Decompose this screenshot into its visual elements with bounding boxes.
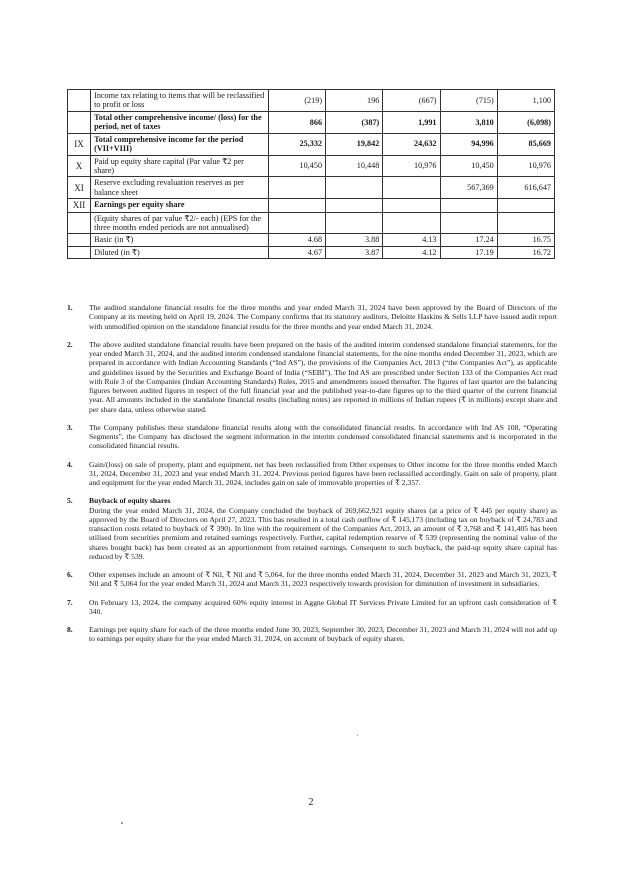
note-body xyxy=(89,340,557,414)
row-value: 1,100 xyxy=(497,90,554,112)
row-label: Reserve excluding revaluation reserves as per balance sheet xyxy=(91,177,269,199)
note-body xyxy=(89,423,557,451)
row-value: 4.68 xyxy=(268,234,325,246)
row-value xyxy=(268,212,325,234)
note-text: On February 13, 2024, the company acquired 60% equity interest in Aggne Global IT Services Private Limited for an upfront cash consideration of ₹ 340. xyxy=(89,597,557,616)
row-value: 4.67 xyxy=(268,246,325,258)
note-item xyxy=(67,340,557,414)
row-value xyxy=(497,199,554,212)
note-body xyxy=(89,496,557,561)
row-roman-numeral: XI xyxy=(68,177,91,199)
note-number: 1. xyxy=(67,303,73,312)
row-value xyxy=(440,199,497,212)
row-value: 85,669 xyxy=(497,133,554,155)
row-value: 1,991 xyxy=(383,111,440,133)
note-text: The audited standalone financial results for the three months and year ended March 31, 2024 have been approved by the Board of Directors of the Company at its meeting held on April 19, 2024. The Company confirms that its statutory auditors, Deloitte Haskins & Sells LLP have issued audit report with unmodified opinion on the standalone financial results for the three months and year ended March 31, 2024. xyxy=(89,303,557,331)
row-value: 196 xyxy=(326,90,383,112)
row-label: Paid up equity share capital (Par value ₹2 per share) xyxy=(91,155,269,177)
row-value: 10,450 xyxy=(440,155,497,177)
row-value: (219) xyxy=(268,90,325,112)
table-row xyxy=(68,155,555,177)
row-value: (667) xyxy=(383,90,440,112)
row-value xyxy=(440,212,497,234)
row-value: 16.72 xyxy=(497,246,554,258)
note-item xyxy=(67,625,557,644)
row-roman-numeral xyxy=(68,234,91,246)
row-value xyxy=(383,199,440,212)
note-body xyxy=(89,598,557,617)
note-number: 8. xyxy=(67,625,73,634)
note-body xyxy=(89,625,557,644)
row-value: 94,996 xyxy=(440,133,497,155)
table-row xyxy=(68,234,555,246)
row-value: (387) xyxy=(326,111,383,133)
row-value xyxy=(268,199,325,212)
note-body xyxy=(89,570,557,589)
row-value: 3,810 xyxy=(440,111,497,133)
note-number: 6. xyxy=(67,570,73,579)
row-value: 3.87 xyxy=(326,246,383,258)
note-number: 2. xyxy=(67,339,73,349)
row-roman-numeral xyxy=(68,246,91,258)
table-row xyxy=(68,177,555,199)
row-label: Total comprehensive income for the period (VII+VIII) xyxy=(91,133,269,155)
row-value: 10,450 xyxy=(268,155,325,177)
row-roman-numeral: XII xyxy=(68,199,91,212)
note-text: The above audited standalone financial results have been prepared on the basis of the audited interim condensed standalone financial statements, for the year ended March 31, 2024, and the audited interim condensed standalone financial statements, for the nine months ended December 31, 2023, which are prepared in accordance with Indian Accounting Standards (“Ind AS”), the provisions of the Companies Act, 2013 (“the Companies Act”), as applicable and guidelines issued by the Securities and Exchange Board of India (“SEBI”). The Ind AS are prescribed under Section 133 of the Companies Act read with Rule 3 of the Companies (Indian Accounting Standards) Rules, 2015 and amendments issued thereafter. The figures of last quarter are the balancing figures between audited figures in respect of the full financial year and the published year-to-date figures up to the third quarter of the current financial year. All amounts included in the standalone financial results (including notes) are reported in millions of Indian rupees (₹ in millions) except share and per share data, unless otherwise stated. xyxy=(89,339,557,414)
notes-section xyxy=(67,303,557,653)
note-item xyxy=(67,570,557,589)
row-value xyxy=(326,212,383,234)
note-item xyxy=(67,598,557,617)
note-number: 7. xyxy=(67,597,73,607)
row-roman-numeral xyxy=(68,90,91,112)
table-row xyxy=(68,246,555,258)
row-label: Basic (in ₹) xyxy=(91,234,269,246)
row-value xyxy=(326,199,383,212)
row-value: 16.75 xyxy=(497,234,554,246)
row-roman-numeral xyxy=(68,212,91,234)
row-value: 10,976 xyxy=(383,155,440,177)
row-value: 616,647 xyxy=(497,177,554,199)
row-value: 24,632 xyxy=(383,133,440,155)
scan-speck xyxy=(121,822,123,824)
note-text: The Company publishes these standalone financial results along with the consolidated financial results. In accordance with Ind AS 108, “Operating Segments”, the Company has disclosed the segment information in the interim condensed consolidated financial statements and is incorporated in the consolidated financial results. xyxy=(89,422,557,451)
row-label: (Equity shares of par value ₹2/- each) (EPS for the three months ended periods are not annualised) xyxy=(91,212,269,234)
note-text: Earnings per equity share for each of the three months ended June 30, 2023, September 30, 2023, December 31, 2023 and March 31, 2024 will not add up to earnings per equity share for the year ended March 31, 2024, on account of buyback of equity shares. xyxy=(89,625,557,644)
row-value: 4.12 xyxy=(383,246,440,258)
note-item xyxy=(67,303,557,331)
row-label: Total other comprehensive income/ (loss) for the period, net of taxes xyxy=(91,111,269,133)
note-text: During the year ended March 31, 2024, the Company concluded the buyback of 269,662,921 equity shares (at a price of ₹ 445 per equity share) as approved by the Board of Directors on April 27, 2023. This has resulted in a total cash outflow of ₹ 145,173 (including tax on buyback of ₹ 24,783 and transaction costs related to buyback of ₹ 390). In line with the requirement of the Companies Act, 2013, an amount of ₹ 3,768 and ₹ 141,405 has been utilised from securities premium and retained earnings respectively. Further, capital redemption reserve of ₹ 539 (representing the nominal value of the shares bought back) has been created as an apportionment from retained earnings. Consequent to such buyback, the paid-up equity share capital has reduced by ₹ 539. xyxy=(89,505,557,561)
note-body xyxy=(89,303,557,331)
note-number: 5. xyxy=(67,496,73,506)
note-item xyxy=(67,460,557,488)
note-text: Other expenses include an amount of ₹ Nil, ₹ Nil and ₹ 5,064, for the three months ended March 31, 2024, December 31, 2023 and March 31, 2023, ₹ Nil and ₹ 5,064 for the year ended March 31, 2024 and March 31, 2023 respectively towards provision for diminution of investment in subsidiaries. xyxy=(89,570,557,589)
row-value: 17.19 xyxy=(440,246,497,258)
row-value: 3.88 xyxy=(326,234,383,246)
note-body xyxy=(89,460,557,488)
row-value xyxy=(268,177,325,199)
row-value: 567,369 xyxy=(440,177,497,199)
note-text: Gain/(loss) on sale of property, plant and equipment, net has been reclassified from Other expenses to Other income for the three months ended March 31, 2024, December 31, 2023 and year ended March 31, 2024. Previous period figures have been reclassified accordingly. Gain on sale of property, plant and equipment for the year ended March 31, 2024, includes gain on sale of immovable properties of ₹ 2,357. xyxy=(89,459,557,487)
page-number: 2 xyxy=(308,797,314,808)
row-label: Earnings per equity share xyxy=(91,199,269,212)
row-label: Income tax relating to items that will be reclassified to profit or loss xyxy=(91,90,269,112)
note-item xyxy=(67,423,557,451)
row-value xyxy=(383,177,440,199)
row-value: 866 xyxy=(268,111,325,133)
row-value: (715) xyxy=(440,90,497,112)
row-roman-numeral xyxy=(68,111,91,133)
row-value: 4.13 xyxy=(383,234,440,246)
note-number: 3. xyxy=(67,422,73,432)
row-value: 10,448 xyxy=(326,155,383,177)
row-value xyxy=(383,212,440,234)
row-roman-numeral: IX xyxy=(68,133,91,155)
table-row xyxy=(68,199,555,212)
table-row xyxy=(68,90,555,112)
table-row xyxy=(68,212,555,234)
row-value xyxy=(326,177,383,199)
row-value: (6,098) xyxy=(497,111,554,133)
row-roman-numeral: X xyxy=(68,155,91,177)
note-item xyxy=(67,496,557,561)
scan-speck xyxy=(357,735,358,736)
note-number: 4. xyxy=(67,459,73,469)
row-label: Diluted (in ₹) xyxy=(91,246,269,258)
table-row xyxy=(68,111,555,133)
row-value: 17.24 xyxy=(440,234,497,246)
row-value: 25,332 xyxy=(268,133,325,155)
row-value: 19,842 xyxy=(326,133,383,155)
table-row xyxy=(68,133,555,155)
financial-results-table xyxy=(67,89,555,259)
row-value: 10,976 xyxy=(497,155,554,177)
row-value xyxy=(497,212,554,234)
note-heading: Buyback of equity shares xyxy=(89,496,171,506)
